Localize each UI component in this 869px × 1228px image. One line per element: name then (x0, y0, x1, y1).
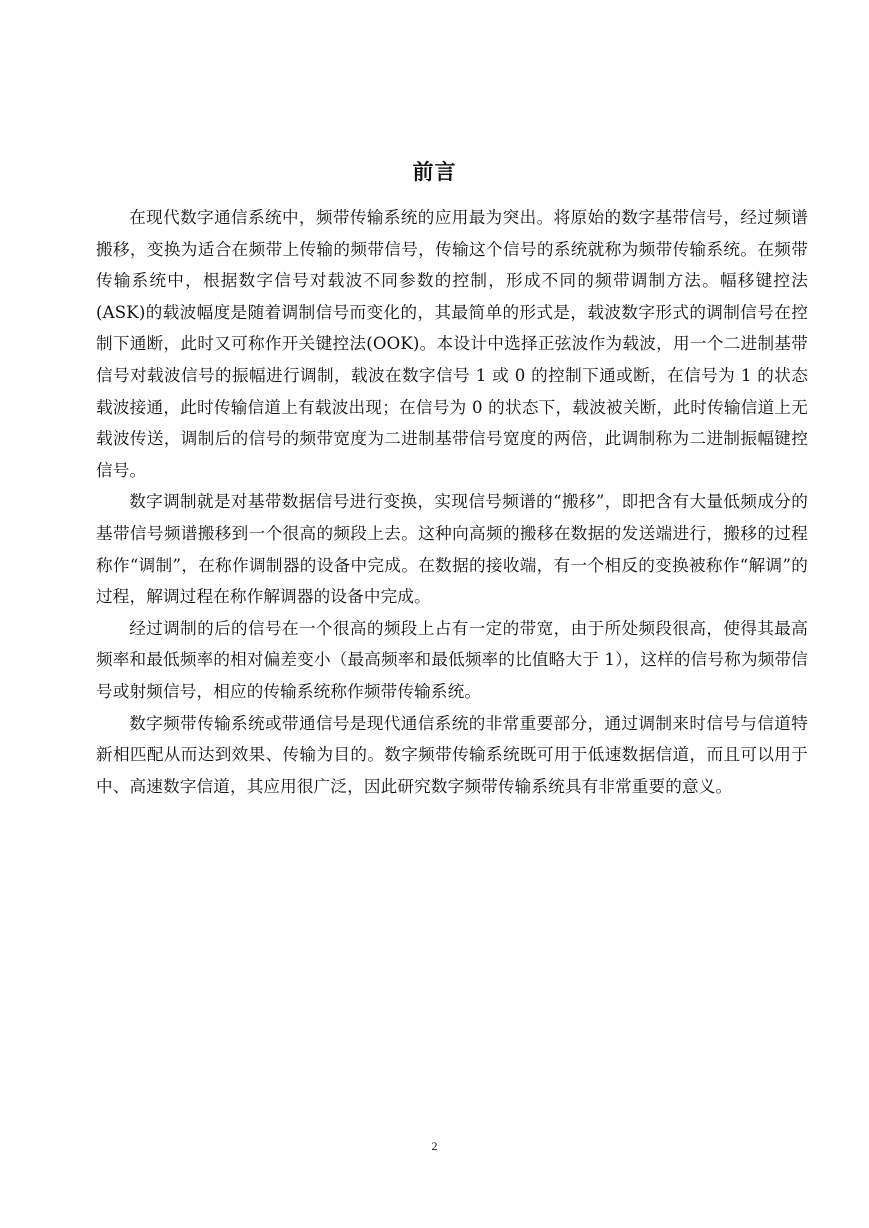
paragraph-3: 经过调制的后的信号在一个很高的频段上占有一定的带宽，由于所处频段很高，使得其最高频率和最低频率的相对偏差变小（最高频率和最低频率的比值略大于 1），这样的信号称为频带信号或射频信号，相应的传输系统称作频带传输系统。 (96, 618, 808, 701)
page-title: 前言 (412, 160, 457, 184)
paragraph-1: 在现代数字通信系统中，频带传输系统的应用最为突出。将原始的数字基带信号，经过频谱搬移，变换为适合在频带上传输的频带信号，传输这个信号的系统就称为频带传输系统。在频带传输系统中，根据数字信号对载波不同参数的控制，形成不同的频带调制方法。幅移键控法(ASK)的载波幅度是随着调制信号而变化的，其最简单的形式是，载波数字形式的调制信号在控制下通断，此时又可称作开关键控法(OOK)。本设计中选择正弦波作为载波，用一个二进制基带信号对载波信号的振幅进行调制，载波在数字信号 1 或 0 的控制下通或断，在信号为 1 的状态载波接通，此时传输信道上有载波出现；在信号为 0 的状态下，载波被关断，此时传输信道上无载波传送，调制后的信号的频带宽度为二进制基带信号宽度的两倍，此调制称为二进制振幅键控信号。 (96, 208, 808, 480)
paragraph-2: 数字调制就是对基带数据信号进行变换，实现信号频谱的“搬移”，即把含有大量低频成分的基带信号频谱搬移到一个很高的频段上去。这种向高频的搬移在数据的发送端进行，搬移的过程称作“调制”，在称作调制器的设备中完成。在数据的接收端，有一个相反的变换被称作“解调”的过程，解调过程在称作解调器的设备中完成。 (96, 492, 808, 607)
body-text (96, 202, 808, 802)
paragraph-4: 数字频带传输系统或带通信号是现代通信系统的非常重要部分，通过调制来时信号与信道特新相匹配从而达到效果、传输为目的。数字频带传输系统既可用于低速数据信道，而且可以用于中、高速数字信道，其应用很广泛，因此研究数字频带传输系统具有非常重要的意义。 (96, 713, 808, 796)
page-number: 2 (431, 1139, 438, 1153)
